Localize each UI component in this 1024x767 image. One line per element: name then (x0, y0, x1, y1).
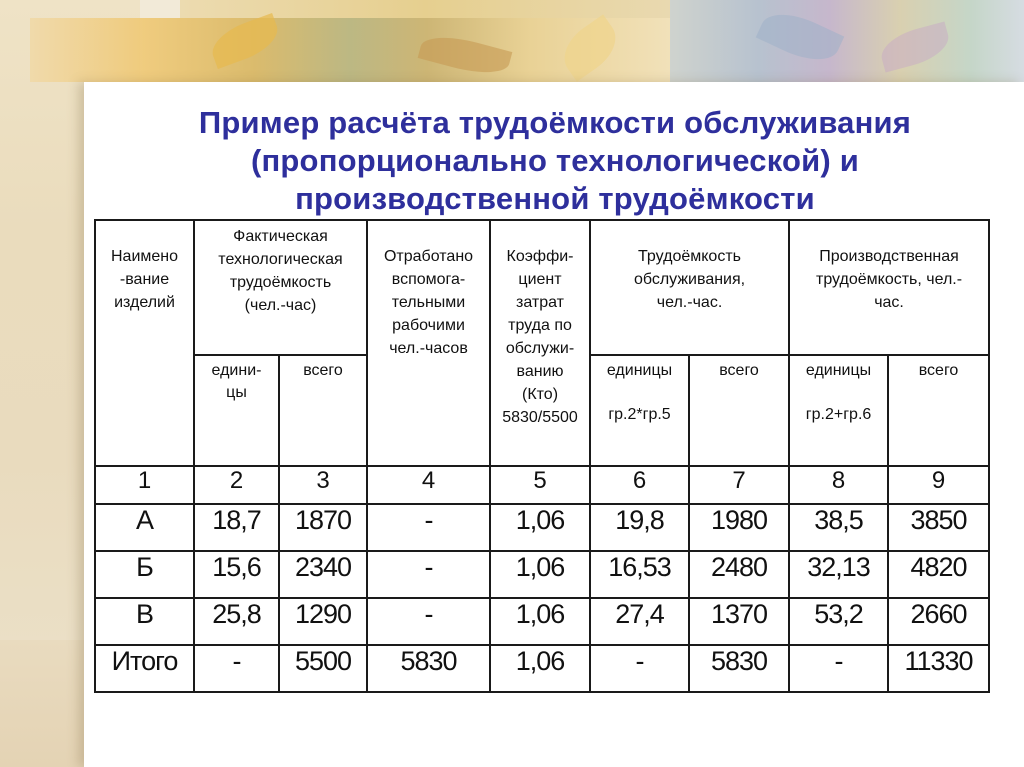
column-number: 7 (689, 466, 789, 504)
cell-value: 38,5 (789, 504, 888, 551)
cell-value: 5830 (367, 645, 490, 692)
subheader-fact-unit: едини- цы (194, 355, 279, 466)
column-number: 9 (888, 466, 989, 504)
column-number: 8 (789, 466, 888, 504)
subheader-prod-total: всего (888, 355, 989, 466)
cell-product: Б (95, 551, 194, 598)
cell-value: - (194, 645, 279, 692)
background-flower-photo (670, 0, 1024, 82)
cell-value: 16,53 (590, 551, 689, 598)
cell-value: - (590, 645, 689, 692)
cell-value: 1,06 (490, 645, 590, 692)
header-product-name: Наимено -вание изделий (95, 220, 194, 466)
cell-value: 15,6 (194, 551, 279, 598)
cell-product: В (95, 598, 194, 645)
header-service-coefficient: Коэффи- циент затрат труда по обслужи- ванию (Кто) 5830/5500 (490, 220, 590, 466)
cell-value: 2340 (279, 551, 367, 598)
cell-product: Итого (95, 645, 194, 692)
table-row (95, 504, 989, 551)
cell-value: - (789, 645, 888, 692)
header-production-labor: Производственная трудоёмкость, чел.- час. (789, 220, 989, 355)
cell-value: 18,7 (194, 504, 279, 551)
column-number: 2 (194, 466, 279, 504)
header-row (95, 220, 989, 355)
cell-value: 2480 (689, 551, 789, 598)
table-row-total (95, 645, 989, 692)
cell-value: 32,13 (789, 551, 888, 598)
cell-value: - (367, 598, 490, 645)
column-number: 4 (367, 466, 490, 504)
cell-value: 5830 (689, 645, 789, 692)
cell-value: 5500 (279, 645, 367, 692)
title-line-1: Пример расчёта трудоёмкости обслуживания (198, 105, 912, 140)
title-line-3: производственной трудоёмкости (295, 181, 815, 216)
header-actual-tech-labor: Фактическая технологическая трудоёмкость (чел.-час) (194, 220, 367, 355)
cell-value: 1980 (689, 504, 789, 551)
title-line-2: (пропорционально технологической) и (250, 143, 860, 178)
cell-value: 1,06 (490, 551, 590, 598)
cell-value: 2660 (888, 598, 989, 645)
subheader-service-total: всего (689, 355, 789, 466)
cell-value: 1870 (279, 504, 367, 551)
column-number: 1 (95, 466, 194, 504)
cell-value: 3850 (888, 504, 989, 551)
table-row (95, 551, 989, 598)
cell-value: 1,06 (490, 598, 590, 645)
cell-value: 1,06 (490, 504, 590, 551)
cell-value: - (367, 551, 490, 598)
column-number-row (95, 466, 989, 504)
subheader-fact-total: всего (279, 355, 367, 466)
subheader-prod-unit: единицы гр.2+гр.6 (789, 355, 888, 466)
header-worked-aux-hours: Отработано вспомога- тельными рабочими чел.-часов (367, 220, 490, 466)
slide-title (110, 104, 1000, 218)
table-row (95, 598, 989, 645)
subheader-service-unit: единицы гр.2*гр.5 (590, 355, 689, 466)
cell-value: 1370 (689, 598, 789, 645)
column-number: 6 (590, 466, 689, 504)
cell-value: 27,4 (590, 598, 689, 645)
cell-value: 19,8 (590, 504, 689, 551)
labor-intensity-table (94, 219, 990, 693)
header-service-labor: Трудоёмкость обслуживания, чел.-час. (590, 220, 789, 355)
cell-product: А (95, 504, 194, 551)
background-top-strip (180, 0, 670, 18)
cell-value: 53,2 (789, 598, 888, 645)
cell-value: 4820 (888, 551, 989, 598)
cell-value: 1290 (279, 598, 367, 645)
cell-value: - (367, 504, 490, 551)
column-number: 3 (279, 466, 367, 504)
column-number: 5 (490, 466, 590, 504)
cell-value: 25,8 (194, 598, 279, 645)
cell-value: 11330 (888, 645, 989, 692)
